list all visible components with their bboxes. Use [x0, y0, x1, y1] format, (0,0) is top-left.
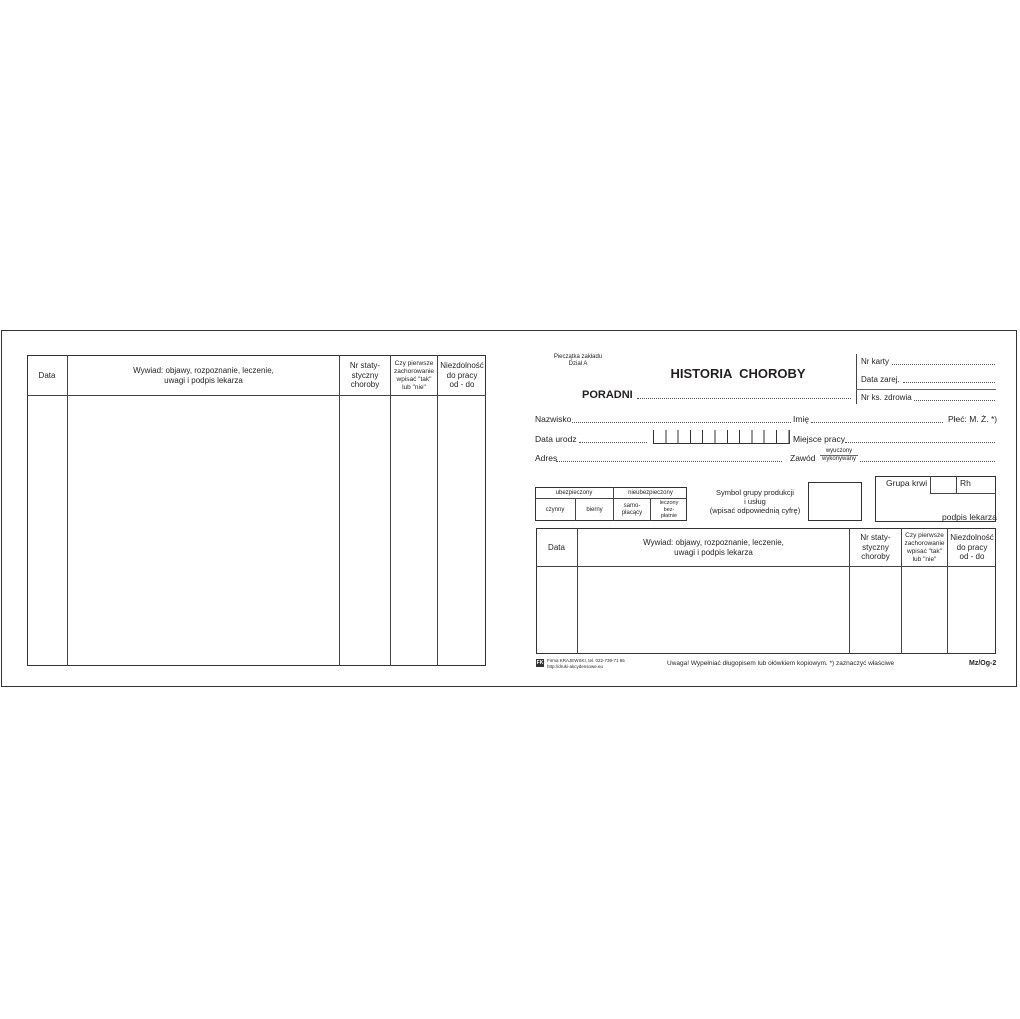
plec-label: Płeć: M. Ż. *) [948, 414, 998, 424]
grupa-krwi-field[interactable] [931, 477, 956, 493]
footer-code: Mz/Og-2 [969, 660, 997, 667]
nr-karty-label: Nr karty [861, 357, 889, 366]
ins-bierny[interactable]: bierny [586, 506, 603, 513]
podpis-lekarza-label: podpis lekarza [942, 512, 997, 522]
nr-ks-field[interactable] [914, 400, 995, 401]
symbol-box[interactable] [808, 482, 862, 521]
poradni-field[interactable] [637, 398, 851, 399]
footer-note: Uwaga! Wypełniać długopisem lub ołówkiem kopiowym. *) zaznaczyć właściwe [667, 660, 895, 667]
footer-firm: Firma KRAJEWSKI, tel. 022-739-71 65 http://druki-akcydensowe.eu [547, 658, 625, 669]
ins-ubezpieczony: ubezpieczony [555, 489, 593, 496]
stamp-label: Pieczątka zakładu Dział A [553, 354, 603, 367]
left-header-pierwsze: Czy pierwsze zachorowanie wpisać "tak" lub "nie" [393, 359, 435, 391]
left-header-data: Data [38, 370, 56, 380]
poradni-label: PORADNI [582, 389, 633, 401]
zawod-wyuczony: wyuczony [825, 448, 853, 454]
data-zarej-field[interactable] [903, 382, 995, 383]
data-urodz-dots [579, 442, 647, 443]
data-urodz-label: Data urodz [535, 434, 577, 444]
data-zarej-label: Data zarej. [861, 375, 900, 384]
left-header-nr-stat: Nr staty- styczny choroby [349, 361, 381, 390]
nazwisko-field[interactable] [572, 422, 791, 423]
form-title: HISTORIA CHOROBY [670, 366, 806, 381]
data-urodz-cells[interactable] [653, 430, 789, 444]
rh-label: Rh [960, 478, 971, 488]
nazwisko-label: Nazwisko [535, 414, 572, 424]
ins-czynny[interactable]: czynny [545, 506, 565, 513]
nr-karty-field[interactable] [892, 364, 995, 365]
right-header-wywiad: Wywiad: objawy, rozpoznanie, leczenie, uwagi i podpis lekarza [643, 538, 784, 557]
firm-logo-icon: FK [536, 660, 544, 666]
left-header-wywiad: Wywiad: objawy, rozpoznanie, leczenie, uwagi i podpis lekarza [133, 366, 274, 385]
imie-label: Imię [793, 414, 810, 424]
right-header-data: Data [548, 542, 565, 552]
ins-nieubezpieczony: nieubezpieczony [628, 489, 673, 496]
miejsce-pracy-field[interactable] [845, 442, 995, 443]
adres-field[interactable] [556, 461, 782, 462]
miejsce-pracy-label: Miejsce pracy [793, 434, 845, 444]
ins-samoplacacy[interactable]: samo- płacący [621, 503, 643, 516]
imie-field[interactable] [811, 422, 943, 423]
zawod-label: Zawód [790, 453, 816, 463]
right-header-niezdolnosc: Niezdolność do pracy od - do [950, 533, 994, 562]
left-table [27, 355, 486, 666]
grupa-krwi-label: Grupa krwi [886, 478, 928, 488]
symbol-label: Symbol grupy produkcji i usług (wpisać odpowiednią cyfrę) [709, 487, 801, 515]
zawod-wykonywany: wykonywany [821, 456, 856, 462]
right-header-pierwsze: Czy pierwsze zachorowanie wpisać "tak" lub "nie" [904, 531, 945, 563]
right-header-nr-stat: Nr staty- styczny choroby [860, 533, 891, 562]
left-header-niezdolnosc: Niezdolność do pracy od - do [440, 361, 484, 390]
left-table-header-line [27, 395, 486, 396]
zawod-field[interactable] [860, 461, 995, 462]
nr-ks-label: Nr ks. zdrowia [861, 393, 912, 402]
ins-leczony[interactable]: leczony bez- płatnie [659, 500, 679, 520]
adres-label: Adres [535, 453, 558, 463]
